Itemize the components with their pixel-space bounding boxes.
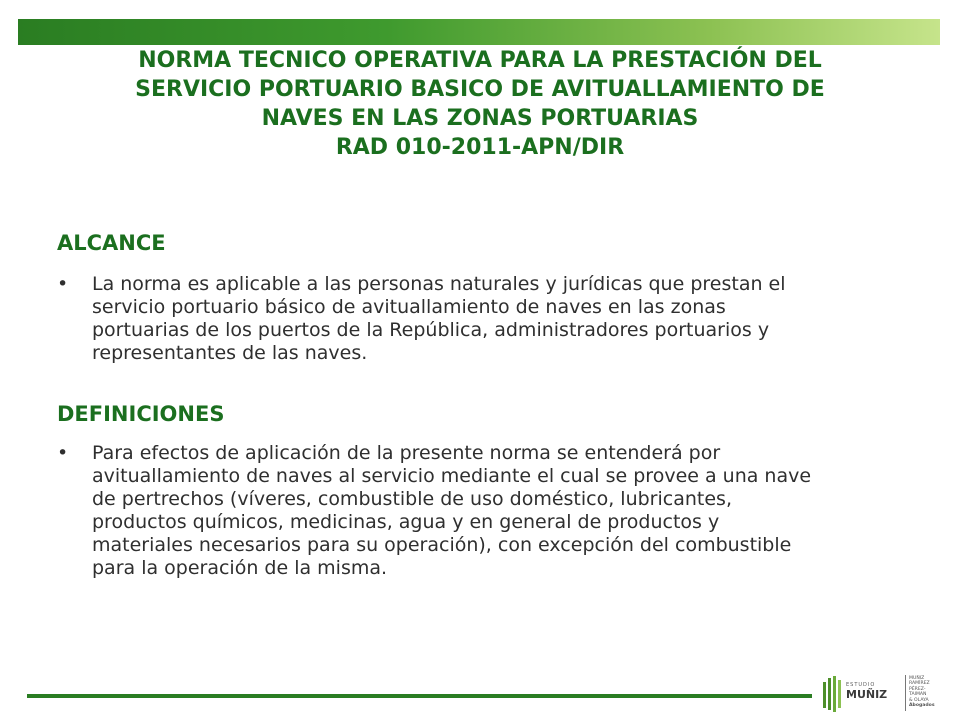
section-heading-alcance: ALCANCE — [57, 231, 166, 255]
bullet-line: materiales necesarios para su operación), con excepción del combustible — [92, 534, 792, 556]
logo-partner-names — [909, 676, 942, 708]
bullet-line: La norma es aplicable a las personas naturales y jurídicas que prestan el — [92, 273, 786, 295]
bullet-line: de pertrechos (víveres, combustible de uso doméstico, lubricantes, — [92, 488, 732, 510]
logo-partner-line: & OLAYA — [909, 697, 929, 703]
bullet-item-definiciones — [57, 442, 907, 580]
bullet-item-alcance — [57, 273, 907, 365]
logo-partner-line: RAMÍREZ — [909, 681, 930, 687]
logo-divider — [905, 675, 906, 711]
logo-text-estudio: ESTUDIO — [846, 682, 876, 688]
title-line: NAVES EN LAS ZONAS PORTUARIAS — [261, 106, 699, 131]
bullet-dot: • — [57, 442, 69, 464]
bullet-dot: • — [57, 273, 69, 295]
bottom-divider-line — [27, 694, 812, 698]
firm-logo — [822, 672, 942, 716]
logo-stripes-icon — [822, 676, 844, 712]
section-heading-definiciones: DEFINICIONES — [57, 402, 225, 426]
bullet-line: servicio portuario básico de avituallamiento de naves en las zonas — [92, 296, 726, 318]
top-gradient-bar — [18, 19, 940, 45]
bullet-line: avituallamiento de naves al servicio mediante el cual se provee a una nave — [92, 465, 812, 487]
title-line: NORMA TECNICO OPERATIVA PARA LA PRESTACIÓN DEL — [138, 48, 822, 73]
logo-text-muniz: MUÑIZ — [846, 688, 888, 701]
bullet-text — [92, 442, 907, 580]
title-line: RAD 010-2011-APN/DIR — [335, 135, 625, 160]
bullet-line: representantes de las naves. — [92, 342, 368, 364]
bullet-line: productos químicos, medicinas, agua y en general de productos y — [92, 511, 720, 533]
bullet-line: Para efectos de aplicación de la presente norma se entenderá por — [92, 442, 721, 464]
logo-partner-line: MUÑIZ — [909, 676, 925, 681]
title-line: SERVICIO PORTUARIO BASICO DE AVITUALLAMIENTO DE — [135, 77, 825, 102]
logo-partner-line: Abogados — [909, 703, 935, 709]
bullet-line: portuarias de los puertos de la República, administradores portuarios y — [92, 319, 770, 341]
bullet-line: para la operación de la misma. — [92, 557, 388, 579]
logo-partner-line: PÉREZ-TAIMAN — [909, 686, 927, 698]
slide-title — [40, 46, 920, 162]
bullet-text — [92, 273, 907, 365]
